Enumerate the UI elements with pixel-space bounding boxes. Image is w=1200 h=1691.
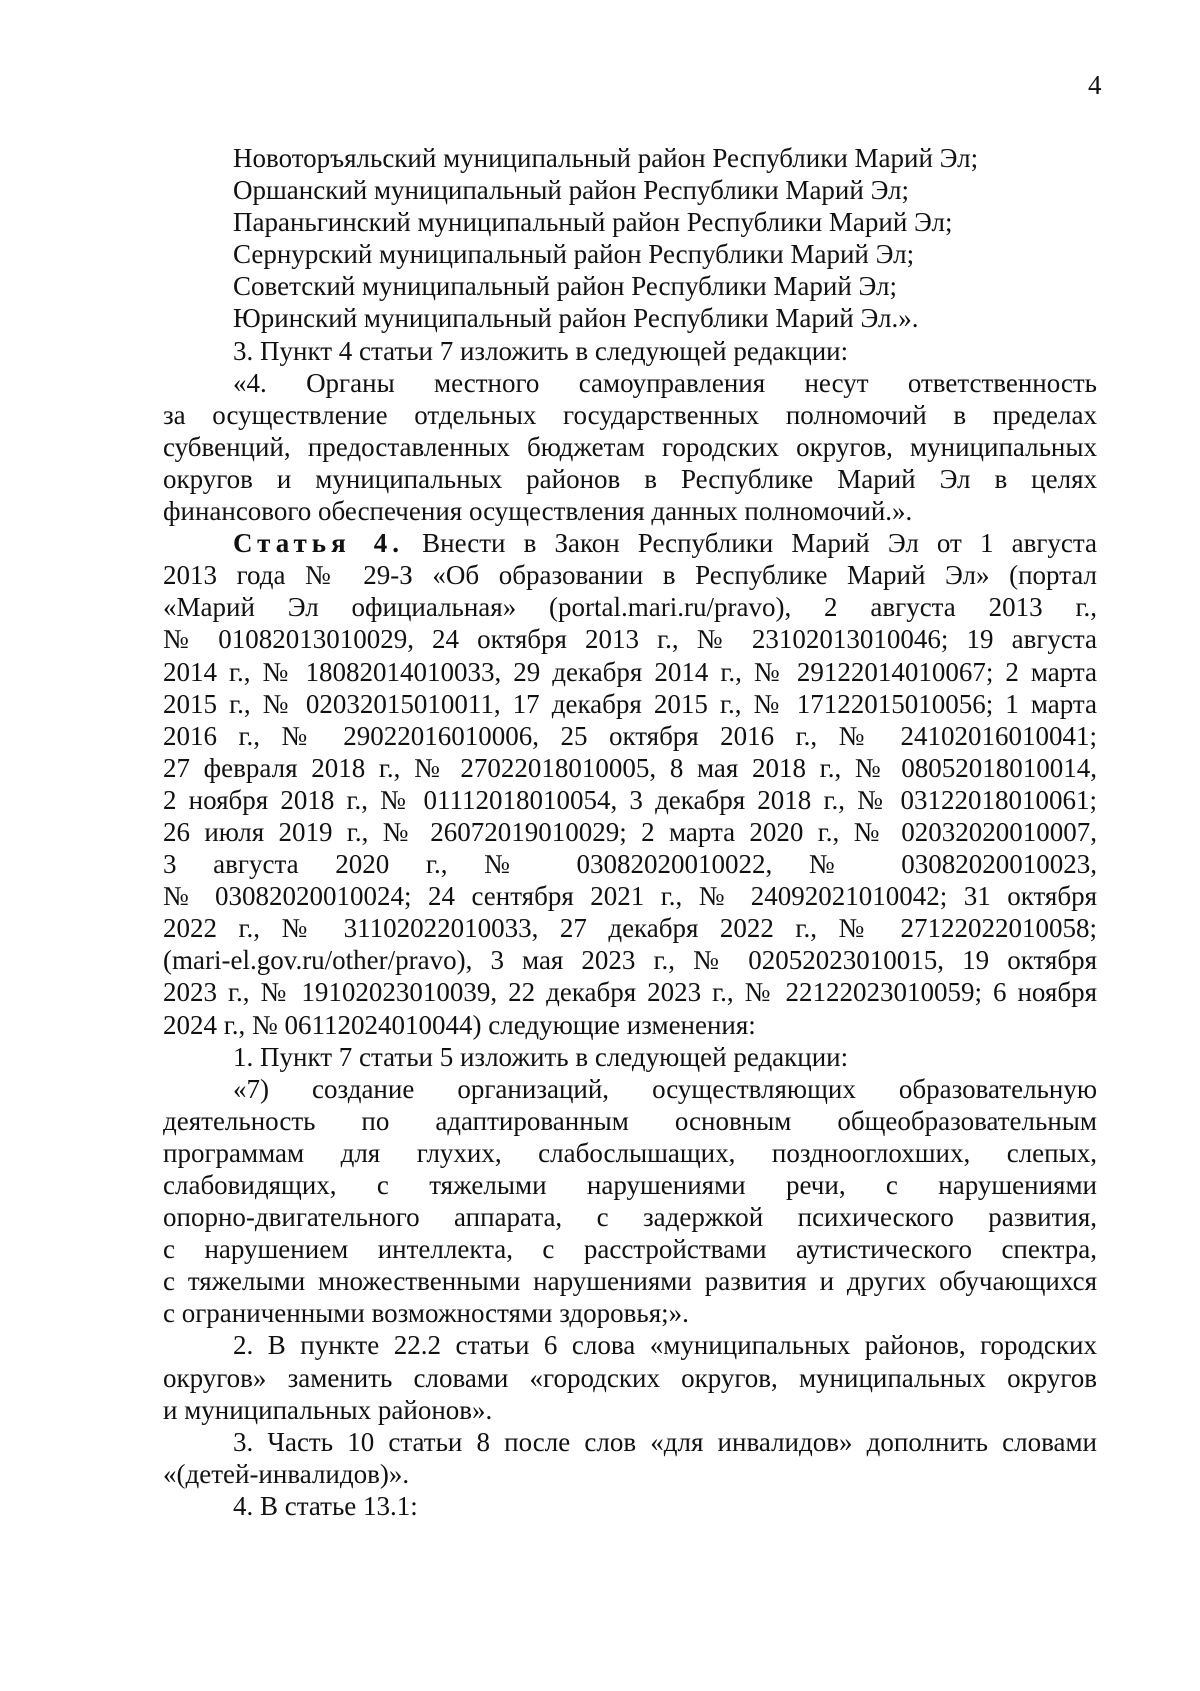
text-line: 2022 г., № 31102022010033, 27 декабря 2022 г., № 27122022010058; (163, 913, 1097, 944)
text-line: 2024 г., № 06112024010044) следующие изменения: (163, 1009, 756, 1040)
text-line: № 01082013010029, 24 октября 2013 г., № 23102013010046; 19 августа (163, 624, 1097, 655)
text-line: 2014 г., № 18082014010033, 29 декабря 2014 г., № 29122014010067; 2 марта (163, 656, 1097, 687)
text-line: 3 августа 2020 г., № 03082020010022, № 03082020010023, (163, 849, 1097, 880)
text-line: с нарушением интеллекта, с расстройствами аутистического спектра, (163, 1234, 1097, 1265)
text-line: слабовидящих, с тяжелыми нарушениями речи, с нарушениями (163, 1170, 1097, 1200)
document-body (163, 142, 1097, 1522)
text-line: Сернурский муниципальный район Республики Марий Эл; (233, 239, 915, 270)
text-line: 2015 г., № 02032015010011, 17 декабря 2015 г., № 17122015010056; 1 марта (163, 688, 1097, 719)
text-line: «7) создание организаций, осуществляющих образовательную (233, 1073, 1097, 1104)
text-line: 2 ноября 2018 г., № 01112018010054, 3 декабря 2018 г., № 03122018010061; (163, 784, 1097, 815)
text-line: (mari-el.gov.ru/other/pravo), 3 мая 2023 г., № 02052023010015, 19 октября (163, 945, 1097, 976)
text-line: программам для глухих, слабослышащих, позднооглохших, слепых, (163, 1137, 1097, 1168)
text-line: 2023 г., № 19102023010039, 22 декабря 2023 г., № 22122023010059; 6 ноября (163, 977, 1097, 1008)
text-line: «4. Органы местного самоуправления несут ответственность (233, 367, 1097, 398)
text-line: финансового обеспечения осуществления данных полномочий.». (163, 496, 913, 527)
text-line: за осуществление отдельных государственных полномочий в пределах (163, 399, 1097, 430)
text-line: деятельность по адаптированным основным общеобразовательным (163, 1105, 1097, 1136)
article-heading-line (163, 527, 1097, 559)
article-text: Внести в Закон Республики Марий Эл от 1 августа (404, 528, 1097, 559)
page-number: 4 (1088, 70, 1102, 100)
article-label: Статья 4. (233, 528, 405, 559)
text-line: округов и муниципальных районов в Республике Марий Эл в целях (163, 463, 1097, 494)
text-line: опорно-двигательного аппарата, с задержкой психического развития, (163, 1202, 1097, 1233)
text-line: субвенций, предоставленных бюджетам городских округов, муниципальных (163, 431, 1097, 462)
text-line: 27 февраля 2018 г., № 27022018010005, 8 мая 2018 г., № 08052018010014, (163, 752, 1097, 783)
text-line: с тяжелыми множественными нарушениями развития и других обучающихся (163, 1266, 1097, 1297)
text-line: 3. Часть 10 статьи 8 после слов «для инвалидов» дополнить словами (233, 1426, 1097, 1457)
text-line: Новоторъяльский муниципальный район Республики Марий Эл; (233, 143, 979, 173)
text-line: с ограниченными возможностями здоровья;». (163, 1298, 689, 1329)
text-line: № 03082020010024; 24 сентября 2021 г., № 24092021010042; 31 октября (163, 881, 1097, 912)
text-line: «(детей-инвалидов)». (163, 1458, 410, 1489)
text-line: 2016 г., № 29022016010006, 25 октября 2016 г., № 24102016010041; (163, 720, 1097, 751)
text-line: Юринский муниципальный район Республики Марий Эл.». (233, 303, 919, 334)
text-line: Оршанский муниципальный район Республики Марий Эл; (233, 175, 910, 206)
text-line: 3. Пункт 4 статьи 7 изложить в следующей редакции: (233, 335, 849, 366)
text-line: 26 июля 2019 г., № 26072019010029; 2 марта 2020 г., № 02032020010007, (163, 816, 1097, 847)
text-line: «Марий Эл официальная» (portal.mari.ru/pravo), 2 августа 2013 г., (163, 592, 1097, 623)
text-line: 4. В статье 13.1: (233, 1490, 418, 1521)
text-line: округов» заменить словами «городских округов, муниципальных округов (163, 1362, 1097, 1393)
text-line: Параньгинский муниципальный район Республики Марий Эл; (233, 207, 953, 238)
text-line: 2013 года № 29-З «Об образовании в Республике Марий Эл» (портал (163, 560, 1097, 591)
text-line: 1. Пункт 7 статьи 5 изложить в следующей редакции: (233, 1041, 849, 1072)
text-line: Советский муниципальный район Республики Марий Эл; (233, 271, 898, 302)
text-line: и муниципальных районов». (163, 1394, 493, 1425)
text-line: 2. В пункте 22.2 статьи 6 слова «муниципальных районов, городских (233, 1330, 1097, 1361)
